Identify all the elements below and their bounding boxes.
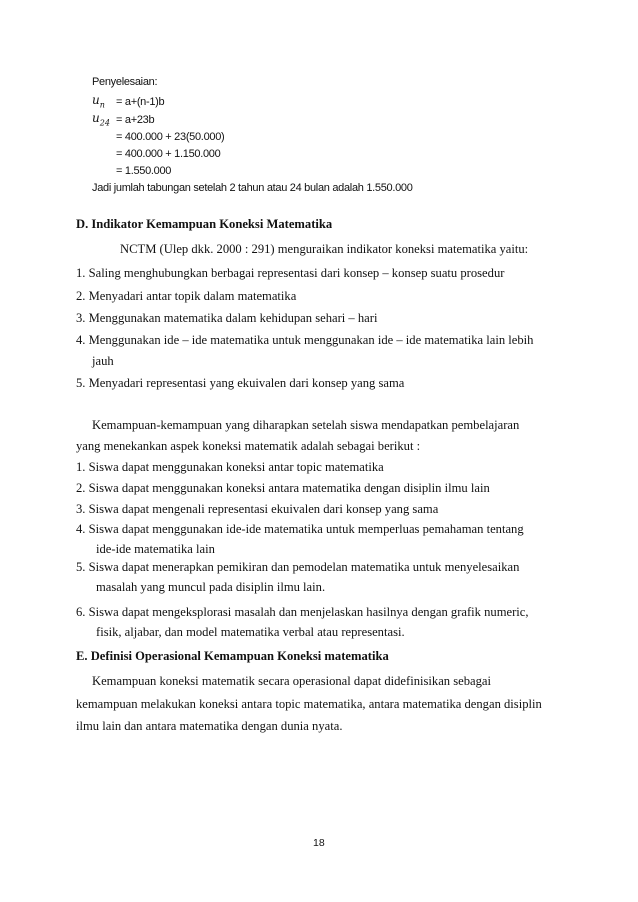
page-number: 18: [313, 837, 325, 849]
definition-line-2: kemampuan melakukan koneksi antara topic matematika, antara matematika dengan disiplin: [76, 697, 542, 711]
ability-item-6: 6. Siswa dapat mengeksplorasi masalah dan menjelaskan hasilnya dengan grafik numeric,: [76, 605, 529, 619]
ability-item-5: 5. Siswa dapat menerapkan pemikiran dan pemodelan matematika untuk menyelesaikan: [76, 560, 520, 574]
ability-item-1: 1. Siswa dapat menggunakan koneksi antar topic matematika: [76, 460, 384, 474]
ability-item-6-cont: fisik, aljabar, dan model matematika verbal atau representasi.: [96, 625, 405, 639]
ability-item-3: 3. Siswa dapat mengenali representasi ekuivalen dari konsep yang sama: [76, 502, 439, 516]
un-variable: u: [92, 93, 100, 107]
definition-line-1: Kemampuan koneksi matematik secara operasional dapat didefinisikan sebagai: [92, 674, 492, 688]
section-d-intro: NCTM (Ulep dkk. 2000 : 291) menguraikan indikator koneksi matematika yaitu:: [120, 242, 529, 256]
ability-item-5-cont: masalah yang muncul pada disiplin ilmu lain.: [96, 580, 326, 594]
un-formula: = a+(n-1)b: [116, 96, 165, 108]
ability-item-4-cont: ide-ide matematika lain: [96, 542, 215, 556]
u24-symbol: [92, 111, 110, 127]
abilities-intro-line-1: Kemampuan-kemampuan yang diharapkan setelah siswa mendapatkan pembelajaran: [92, 418, 520, 432]
calc-step-1: = 400.000 + 23(50.000): [116, 131, 225, 143]
indicator-item-4: 4. Menggunakan ide – ide matematika untuk menggunakan ide – ide matematika lain lebih: [76, 333, 534, 347]
section-d-heading: D. Indikator Kemampuan Koneksi Matematika: [76, 217, 333, 231]
indicator-item-2: 2. Menyadari antar topik dalam matematika: [76, 289, 297, 303]
section-e-heading: E. Definisi Operasional Kemampuan Koneksi matematika: [76, 649, 389, 663]
ability-item-4: 4. Siswa dapat menggunakan ide-ide matematika untuk memperluas pemahaman tentang: [76, 522, 524, 536]
un-subscript: n: [99, 100, 105, 110]
solution-conclusion: Jadi jumlah tabungan setelah 2 tahun atau 24 bulan adalah 1.550.000: [92, 182, 413, 194]
calc-step-3: = 1.550.000: [116, 165, 172, 177]
indicator-item-3: 3. Menggunakan matematika dalam kehidupan sehari – hari: [76, 311, 378, 325]
u24-variable: u: [92, 111, 100, 125]
abilities-intro-line-2: yang menekankan aspek koneksi matematik adalah sebagai berikut :: [76, 439, 421, 453]
u24-formula: = a+23b: [116, 114, 155, 126]
definition-line-3: ilmu lain dan antara matematika dengan dunia nyata.: [76, 719, 343, 733]
ability-item-2: 2. Siswa dapat menggunakan koneksi antara matematika dengan disiplin ilmu lain: [76, 481, 490, 495]
solution-heading: Penyelesaian:: [92, 76, 158, 88]
u24-subscript: 24: [99, 118, 110, 128]
indicator-item-4-cont: jauh: [92, 354, 114, 368]
indicator-item-5: 5. Menyadari representasi yang ekuivalen dari konsep yang sama: [76, 376, 405, 390]
un-symbol: [92, 93, 105, 109]
indicator-item-1: 1. Saling menghubungkan berbagai representasi dari konsep – konsep suatu prosedur: [76, 266, 505, 280]
calc-step-2: = 400.000 + 1.150.000: [116, 148, 221, 160]
